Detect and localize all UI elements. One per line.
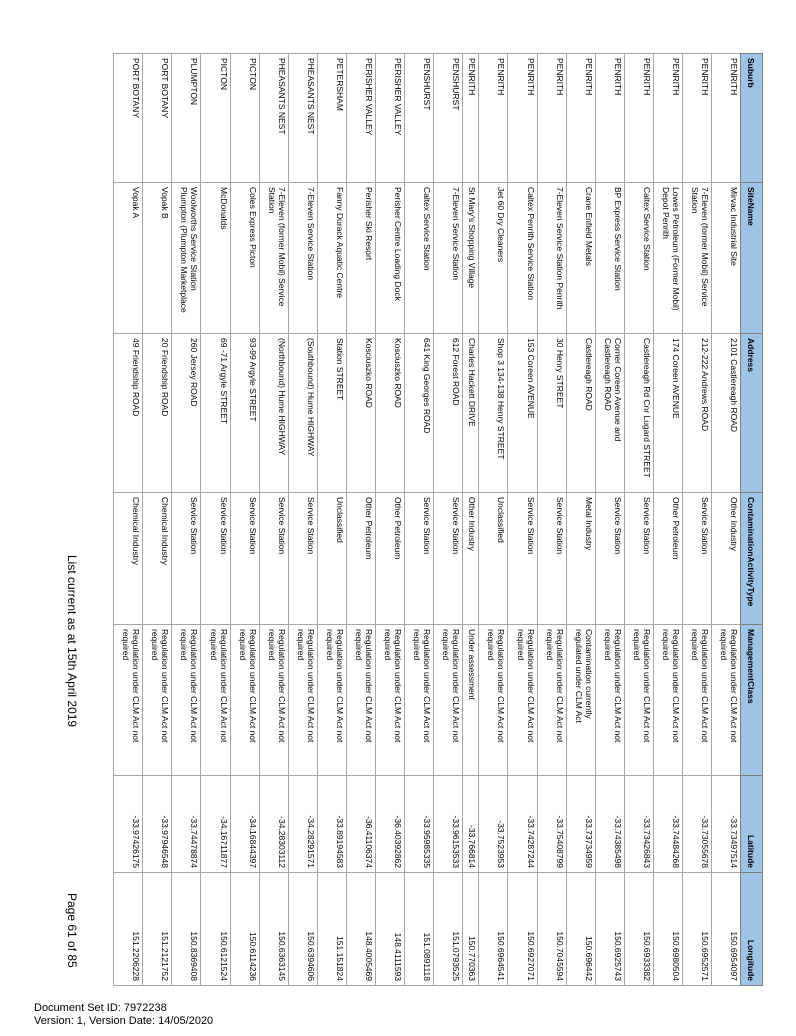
- cell-management-class: Regulation under CLM Act not required: [653, 625, 682, 776]
- cell-management-class: Under assessment: [463, 625, 479, 776]
- cell-contamination-activity-type: Service Station: [230, 493, 259, 625]
- cell-site-name: Woolworths Service Station Plumpton (Plumpton Marketplace: [172, 183, 201, 334]
- site-table: [113, 53, 763, 986]
- cell-longitude: 150.696442: [566, 873, 595, 986]
- table-row: [114, 54, 143, 986]
- table-row: [682, 54, 711, 986]
- cell-address: Kosciuszko ROAD: [375, 334, 404, 493]
- cell-management-class: Regulation under CLM Act not required: [143, 625, 172, 776]
- cell-suburb: PENRITH: [682, 54, 711, 183]
- document-version: Version: 1, Version Date: 14/05/2020: [34, 1015, 214, 1027]
- cell-latitude: -33.766814: [463, 776, 479, 873]
- cell-latitude: -33.7523953: [479, 776, 508, 873]
- cell-latitude: -33.97426175: [114, 776, 143, 873]
- table-row: [537, 54, 566, 986]
- cell-management-class: Regulation under CLM Act not required: [595, 625, 624, 776]
- cell-contamination-activity-type: Service Station: [172, 493, 201, 625]
- cell-site-name: McDonalds: [201, 183, 230, 334]
- cell-address: Kosciuszko ROAD: [346, 334, 375, 493]
- cell-site-name: Perisher Ski Resort: [346, 183, 375, 334]
- cell-management-class: Regulation under CLM Act not required: [259, 625, 288, 776]
- cell-latitude: -33.74484268: [653, 776, 682, 873]
- cell-suburb: PICTON: [201, 54, 230, 183]
- cell-latitude: -33.74478874: [172, 776, 201, 873]
- cell-management-class: Regulation under CLM Act not required: [433, 625, 462, 776]
- cell-contamination-activity-type: Other Petroleum: [375, 493, 404, 625]
- cell-contamination-activity-type: Chemical Industry: [143, 493, 172, 625]
- cell-latitude: -33.75408799: [537, 776, 566, 873]
- cell-latitude: -33.97946548: [143, 776, 172, 873]
- cell-address: 641 King Georges ROAD: [404, 334, 433, 493]
- cell-suburb: PLUMPTON: [172, 54, 201, 183]
- cell-longitude: 151.151824: [317, 873, 346, 986]
- cell-contamination-activity-type: Service Station: [404, 493, 433, 625]
- cell-longitude: 148.4111593: [375, 873, 404, 986]
- cell-management-class: Regulation under CLM Act not required: [508, 625, 537, 776]
- cell-management-class: Regulation under CLM Act not required: [114, 625, 143, 776]
- cell-management-class: Regulation under CLM Act not required: [624, 625, 653, 776]
- cell-address: 212-222 Andrews ROAD: [682, 334, 711, 493]
- cell-site-name: Mirvac Industrial Site: [711, 183, 740, 334]
- cell-management-class: Regulation under CLM Act not required: [479, 625, 508, 776]
- table-row: [595, 54, 624, 986]
- cell-address: 30 Henry STREET: [537, 334, 566, 493]
- page-number: Page 61 of 85: [65, 893, 79, 968]
- cell-site-name: 7-Eleven (former Mobil) Service Station: [259, 183, 288, 334]
- cell-address: Station STREET: [317, 334, 346, 493]
- cell-longitude: 151.2206228: [114, 873, 143, 986]
- cell-site-name: Fanny Durack Aquatic Centre: [317, 183, 346, 334]
- cell-address: Castlereagh Rd Cnr Lugard STREET: [624, 334, 653, 493]
- cell-site-name: Vopak A: [114, 183, 143, 334]
- cell-address: Shop 3 134-138 Henry STREET: [479, 334, 508, 493]
- cell-latitude: -33.89194583: [317, 776, 346, 873]
- cell-suburb: PORT BOTANY: [114, 54, 143, 183]
- cell-contamination-activity-type: Service Station: [288, 493, 317, 625]
- cell-management-class: Regulation under CLM Act not required: [711, 625, 740, 776]
- table-row: [288, 54, 317, 986]
- table-row: [433, 54, 462, 986]
- cell-longitude: 151.0891118: [404, 873, 433, 986]
- table-row: [566, 54, 595, 986]
- cell-site-name: 7-Eleven Service Station Penrith: [537, 183, 566, 334]
- cell-contamination-activity-type: Other Industry: [711, 493, 740, 625]
- cell-longitude: 150.6925743: [595, 873, 624, 986]
- cell-longitude: 150.6114236: [230, 873, 259, 986]
- table-row: [346, 54, 375, 986]
- cell-latitude: -36.41106374: [346, 776, 375, 873]
- cell-contamination-activity-type: Metal Industry: [566, 493, 595, 625]
- cell-address: Castlereagh ROAD: [566, 334, 595, 493]
- table-row: [463, 54, 479, 986]
- cell-suburb: PERISHER VALLEY: [346, 54, 375, 183]
- table-row: [143, 54, 172, 986]
- cell-contamination-activity-type: Service Station: [259, 493, 288, 625]
- cell-longitude: 150.6952571: [682, 873, 711, 986]
- cell-suburb: PENRITH: [566, 54, 595, 183]
- table-row: [711, 54, 740, 986]
- cell-latitude: -34.16844397: [230, 776, 259, 873]
- cell-latitude: -33.73497514: [711, 776, 740, 873]
- cell-longitude: 150.770363: [463, 873, 479, 986]
- cell-site-name: St Mary's Shopping Village: [463, 183, 479, 334]
- cell-address: 93-99 Argyle STREET: [230, 334, 259, 493]
- cell-address: (Southbound) Hume HIGHWAY: [288, 334, 317, 493]
- cell-longitude: 150.6363145: [259, 873, 288, 986]
- cell-suburb: PENRITH: [479, 54, 508, 183]
- cell-latitude: -34.16711877: [201, 776, 230, 873]
- cell-contamination-activity-type: Service Station: [201, 493, 230, 625]
- cell-address: 2101 Castlereagh ROAD: [711, 334, 740, 493]
- cell-longitude: 150.6980504: [653, 873, 682, 986]
- cell-longitude: 150.6933382: [624, 873, 653, 986]
- cell-suburb: PENRITH: [595, 54, 624, 183]
- table-row: [201, 54, 230, 986]
- cell-contamination-activity-type: Chemical Industry: [114, 493, 143, 625]
- table-row: [404, 54, 433, 986]
- cell-management-class: Regulation under CLM Act not required: [288, 625, 317, 776]
- cell-address: 174 Coreen AVENUE: [653, 334, 682, 493]
- cell-contamination-activity-type: Other Industry: [463, 493, 479, 625]
- cell-contamination-activity-type: Service Station: [682, 493, 711, 625]
- table-row: [479, 54, 508, 986]
- cell-site-name: Coles Express Picton: [230, 183, 259, 334]
- cell-management-class: Regulation under CLM Act not required: [201, 625, 230, 776]
- cell-suburb: PENRITH: [711, 54, 740, 183]
- cell-address: Corner Coreen Avenue and Castlereagh ROAD: [595, 334, 624, 493]
- cell-address: 49 Friendship ROAD: [114, 334, 143, 493]
- cell-latitude: -33.73734959: [566, 776, 595, 873]
- cell-longitude: 150.6954097: [711, 873, 740, 986]
- cell-site-name: 7-Eleven Service Station: [433, 183, 462, 334]
- cell-management-class: Regulation under CLM Act not required: [317, 625, 346, 776]
- cell-management-class: Contamination currently regulated under CLM Act: [566, 625, 595, 776]
- header-address: Address: [741, 334, 763, 493]
- cell-suburb: PENSHURST: [404, 54, 433, 183]
- cell-address: 260 Jersey ROAD: [172, 334, 201, 493]
- cell-contamination-activity-type: Service Station: [433, 493, 462, 625]
- table-row: [624, 54, 653, 986]
- cell-suburb: PENRITH: [463, 54, 479, 183]
- cell-longitude: 150.6121524: [201, 873, 230, 986]
- cell-longitude: 151.0793525: [433, 873, 462, 986]
- cell-contamination-activity-type: Unclassified: [317, 493, 346, 625]
- cell-address: 20 Friendship ROAD: [143, 334, 172, 493]
- cell-latitude: -33.74385498: [595, 776, 624, 873]
- cell-address: Charles Hackett DRIVE: [463, 334, 479, 493]
- cell-suburb: PENSHURST: [433, 54, 462, 183]
- list-date: List current as at 15th April 2019: [65, 555, 79, 728]
- cell-latitude: -33.73055678: [682, 776, 711, 873]
- cell-latitude: -33.96153533: [433, 776, 462, 873]
- cell-site-name: Caltex Service Station: [404, 183, 433, 334]
- cell-longitude: 150.7045594: [537, 873, 566, 986]
- cell-longitude: 150.6964541: [479, 873, 508, 986]
- cell-contamination-activity-type: Service Station: [595, 493, 624, 625]
- cell-longitude: 151.2121752: [143, 873, 172, 986]
- table-page: [113, 53, 763, 985]
- cell-management-class: Regulation under CLM Act not required: [346, 625, 375, 776]
- cell-contamination-activity-type: Service Station: [624, 493, 653, 625]
- cell-suburb: PERISHER VALLEY: [375, 54, 404, 183]
- cell-suburb: PICTON: [230, 54, 259, 183]
- table-row: [317, 54, 346, 986]
- cell-longitude: 150.6927071: [508, 873, 537, 986]
- cell-latitude: -34.28291571: [288, 776, 317, 873]
- cell-contamination-activity-type: Other Petroleum: [653, 493, 682, 625]
- cell-management-class: Regulation under CLM Act not required: [682, 625, 711, 776]
- cell-site-name: Perisher Centre Loading Dock: [375, 183, 404, 334]
- header-management-class: ManagementClass: [741, 625, 763, 776]
- cell-address: 153 Coreen AVENUE: [508, 334, 537, 493]
- cell-site-name: Crane Enfield Metals: [566, 183, 595, 334]
- cell-suburb: PHEASANTS NEST: [259, 54, 288, 183]
- header-contamination-activity-type: ContaminationActivityType: [741, 493, 763, 625]
- cell-latitude: -33.74287244: [508, 776, 537, 873]
- cell-address: 69 -71 Argyle STREET: [201, 334, 230, 493]
- header-latitude: Latitude: [741, 776, 763, 873]
- cell-suburb: PENRITH: [624, 54, 653, 183]
- table-row: [375, 54, 404, 986]
- cell-suburb: PHEASANTS NEST: [288, 54, 317, 183]
- cell-contamination-activity-type: Unclassified: [479, 493, 508, 625]
- table-header-row: [741, 54, 763, 986]
- cell-management-class: Regulation under CLM Act not required: [375, 625, 404, 776]
- cell-address: (Northbound) Hume HIGHWAY: [259, 334, 288, 493]
- cell-site-name: Jet 60 Dry Cleaners: [479, 183, 508, 334]
- table-row: [230, 54, 259, 986]
- cell-suburb: PENRITH: [537, 54, 566, 183]
- cell-contamination-activity-type: Other Petroleum: [346, 493, 375, 625]
- table-row: [172, 54, 201, 986]
- cell-site-name: Caltex Service Station: [624, 183, 653, 334]
- cell-contamination-activity-type: Service Station: [508, 493, 537, 625]
- header-longitude: Longitude: [741, 873, 763, 986]
- cell-longitude: 150.8369408: [172, 873, 201, 986]
- cell-latitude: -36.40392862: [375, 776, 404, 873]
- cell-site-name: Caltex Penrith Service Station: [508, 183, 537, 334]
- document-meta: [34, 1002, 213, 1028]
- header-suburb: Suburb: [741, 54, 763, 183]
- cell-longitude: 148.4005469: [346, 873, 375, 986]
- cell-management-class: Regulation under CLM Act not required: [404, 625, 433, 776]
- cell-management-class: Regulation under CLM Act not required: [172, 625, 201, 776]
- cell-latitude: -33.95985335: [404, 776, 433, 873]
- cell-suburb: PETERSHAM: [317, 54, 346, 183]
- cell-contamination-activity-type: Service Station: [537, 493, 566, 625]
- table-row: [259, 54, 288, 986]
- cell-site-name: 7-Eleven Service Station: [288, 183, 317, 334]
- cell-site-name: Lowes Petroleum (Former Mobil) Depot Penrith: [653, 183, 682, 334]
- cell-latitude: -33.73426843: [624, 776, 653, 873]
- cell-management-class: Regulation under CLM Act not required: [230, 625, 259, 776]
- cell-latitude: -34.28303112: [259, 776, 288, 873]
- cell-suburb: PORT BOTANY: [143, 54, 172, 183]
- cell-suburb: PENRITH: [508, 54, 537, 183]
- cell-suburb: PENRITH: [653, 54, 682, 183]
- table-row: [653, 54, 682, 986]
- cell-address: 612 Forest ROAD: [433, 334, 462, 493]
- table-row: [508, 54, 537, 986]
- cell-management-class: Regulation under CLM Act not required: [537, 625, 566, 776]
- cell-site-name: 7-Eleven (former Mobil) Service Station: [682, 183, 711, 334]
- document-set-id: Document Set ID: 7972238: [34, 1002, 167, 1014]
- header-site-name: SiteName: [741, 183, 763, 334]
- cell-site-name: BP Express Service Station: [595, 183, 624, 334]
- cell-longitude: 150.6394606: [288, 873, 317, 986]
- cell-site-name: Vopak B: [143, 183, 172, 334]
